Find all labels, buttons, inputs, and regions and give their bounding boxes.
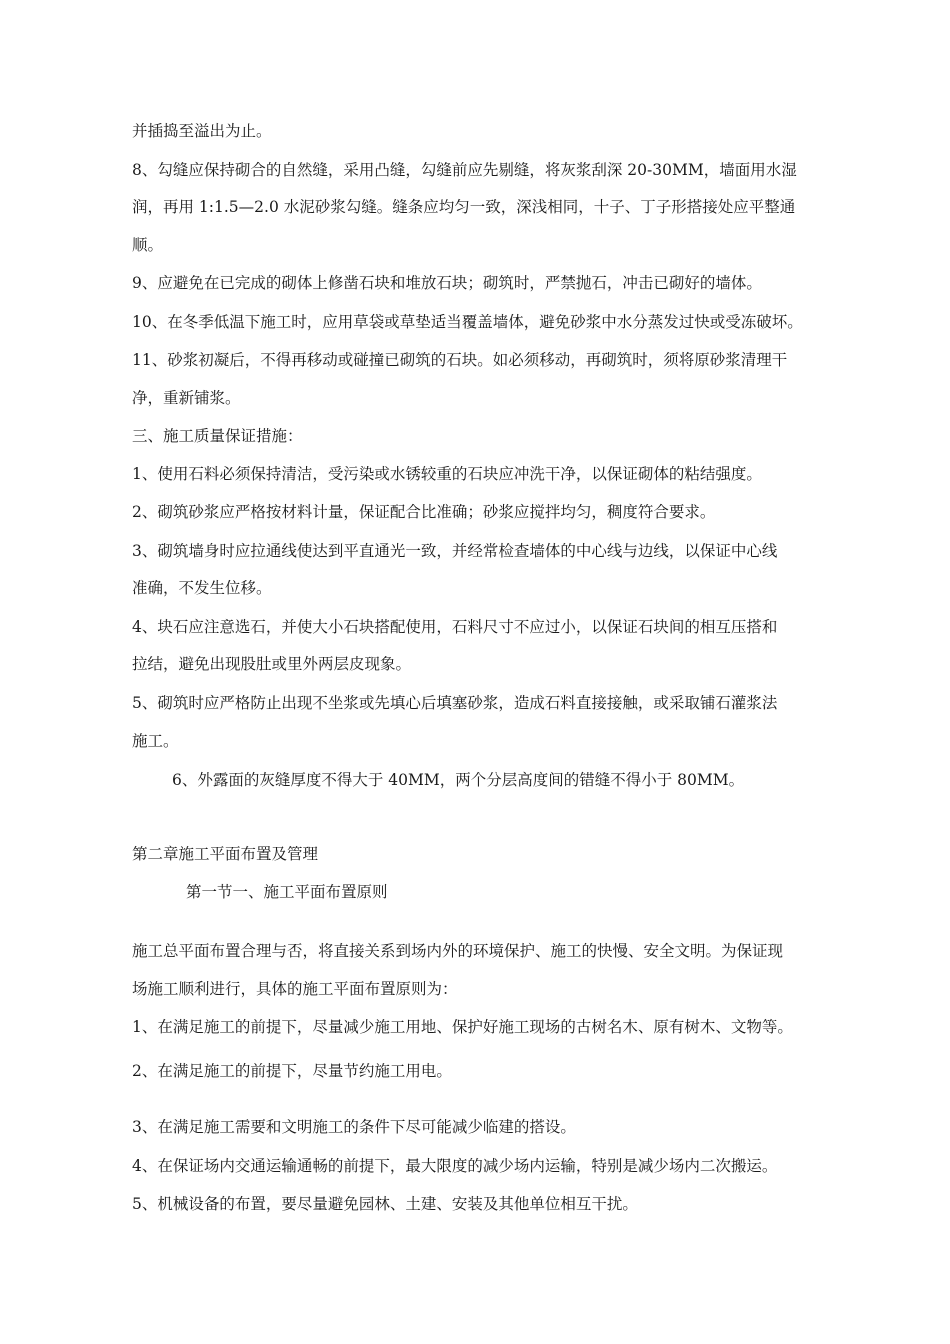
paragraph-line: 8、勾缝应保持砌合的自然缝，采用凸缝，勾缝前应先剔缝，将灰浆刮深 20-30MM，墙面用水湿 <box>132 161 797 179</box>
paragraph-line: 9、应避免在已完成的砌体上修凿石块和堆放石块；砌筑时，严禁抛石，冲击已砌好的墙体。 <box>132 274 762 292</box>
paragraph-line: 10、在冬季低温下施工时，应用草袋或草垫适当覆盖墙体，避免砂浆中水分蒸发过快或受冻破坏。 <box>132 313 803 331</box>
paragraph-line: 场施工顺利进行，具体的施工平面布置原则为： <box>132 980 458 998</box>
paragraph-line: 1、使用石料必须保持清洁，受污染或水锈较重的石块应冲洗干净，以保证砌体的粘结强度。 <box>132 465 762 483</box>
paragraph-line: 3、在满足施工需要和文明施工的条件下尽可能减少临建的搭设。 <box>132 1118 576 1136</box>
paragraph-line: 并插捣至溢出为止。 <box>132 122 272 140</box>
paragraph-line: 11、砂浆初凝后，不得再移动或碰撞已砌筑的石块。如必须移动，再砌筑时，须将原砂浆清理干 <box>132 351 788 369</box>
paragraph-line: 2、在满足施工的前提下，尽量节约施工用电。 <box>132 1062 452 1080</box>
paragraph-line: 3、砌筑墙身时应拉通线使达到平直通光一致，并经常检查墙体的中心线与边线，以保证中心线 <box>132 542 778 560</box>
section-heading: 三、施工质量保证措施： <box>132 427 303 445</box>
paragraph-line: 润，再用 1:1.5—2.0 水泥砂浆勾缝。缝条应均匀一致，深浅相同，十子、丁子形搭接处应平整通 <box>132 198 796 216</box>
paragraph-line: 4、在保证场内交通运输通畅的前提下，最大限度的减少场内运输，特别是减少场内二次搬运。 <box>132 1157 778 1175</box>
paragraph-line: 5、砌筑时应严格防止出现不坐浆或先填心后填塞砂浆，造成石料直接接触，或采取铺石灌浆法 <box>132 694 778 712</box>
paragraph-line: 顺。 <box>132 236 164 254</box>
section-title: 第一节一、施工平面布置原则 <box>186 883 388 901</box>
paragraph-line: 施工。 <box>132 732 179 750</box>
paragraph-line: 拉结，避免出现股肚或里外两层皮现象。 <box>132 655 412 673</box>
paragraph-line: 2、砌筑砂浆应严格按材料计量，保证配合比准确；砂浆应搅拌均匀，稠度符合要求。 <box>132 503 716 521</box>
chapter-title: 第二章施工平面布置及管理 <box>132 845 319 863</box>
paragraph-line: 4、块石应注意选石，并使大小石块搭配使用，石料尺寸不应过小，以保证石块间的相互压搭和 <box>132 618 778 636</box>
paragraph-line: 净，重新铺浆。 <box>132 389 241 407</box>
paragraph-line: 6、外露面的灰缝厚度不得大于 40MM，两个分层高度间的错缝不得小于 80MM。 <box>172 771 745 789</box>
paragraph-line: 准确，不发生位移。 <box>132 579 272 597</box>
paragraph-line: 5、机械设备的布置，要尽量避免园林、土建、安装及其他单位相互干扰。 <box>132 1195 638 1213</box>
paragraph-line: 1、在满足施工的前提下，尽量减少施工用地、保护好施工现场的古树名木、原有树木、文物等。 <box>132 1018 793 1036</box>
paragraph-line: 施工总平面布置合理与否，将直接关系到场内外的环境保护、施工的快慢、安全文明。为保证现 <box>132 942 784 960</box>
